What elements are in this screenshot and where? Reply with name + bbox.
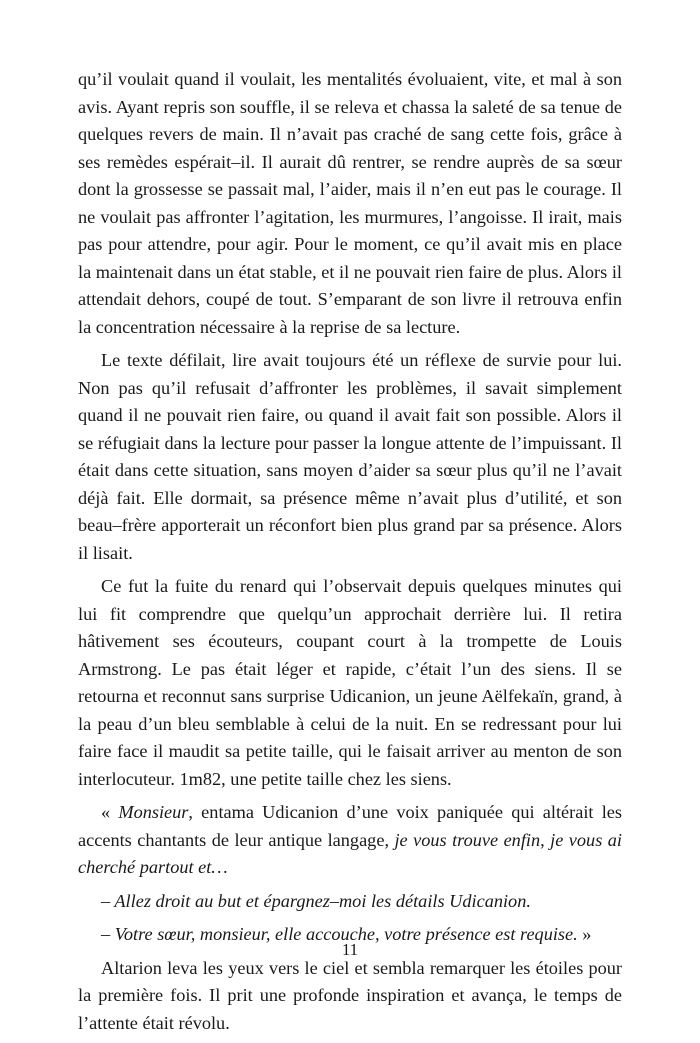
body-text	[78, 66, 622, 1043]
paragraph-1: qu’il voulait quand il voulait, les mentalités évoluaient, vite, et mal à son avis. Ayant repris son souffle, il se releva et chassa la saleté de sa tenue de quelques revers de main. Il n’avait pas craché de sang cette fois, grâce à ses remèdes espérait–il. Il aurait dû rentrer, se rendre auprès de sa sœur dont la grossesse se passait mal, l’aider, mais il n’en eut pas le courage. Il ne voulait pas affronter l’agitation, les murmures, l’angoisse. Il irait, mais pas pour attendre, pour agir. Pour le moment, ce qu’il avait mis en place la maintenait dans un état stable, et il ne pouvait rien faire de plus. Alors il attendait dehors, coupé de tout. S’emparant de son livre il retrouva enfin la concentration nécessaire à la reprise de sa lecture.	[78, 69, 622, 337]
dialogue-2	[78, 888, 622, 916]
paragraph-2: Le texte défilait, lire avait toujours été un réflexe de survie pour lui. Non pas qu’il refusait d’affronter les problèmes, il savait simplement quand il ne pouvait rien faire, ou quand il avait fait son possible. Alors il se réfugiait dans la lecture pour passer la longue attente de l’impuissant. Il était dans cette situation, sans moyen d’aider sa sœur plus qu’il ne l’avait déjà fait. Elle dormait, sa présence même n’avait plus d’utilité, et son beau–frère apporterait un réconfort bien plus grand par sa présence. Alors il lisait.	[78, 350, 622, 563]
paragraph-final: Altarion leva les yeux vers le ciel et sembla remarquer les étoiles pour la première fois. Il prit une profonde inspiration et avança, le temps de l’attente était révolu.	[78, 957, 622, 1033]
dialogue-line-3: – Votre sœur, monsieur, elle accouche, votre présence est requise.	[101, 924, 578, 944]
page-number: 11	[341, 940, 359, 959]
dialogue-italic-1: Monsieur	[118, 802, 189, 822]
paragraph-3: Ce fut la fuite du renard qui l’observait depuis quelques minutes qui lui fit comprendre que quelqu’un approchait derrière lui. Il retira hâtivement ses écouteurs, coupant court à la trompette de Louis Armstrong. Le pas était léger et rapide, c’était l’un des siens. Il se retourna et reconnut sans surprise Udicanion, un jeune Aëlfekaïn, grand, à la peau d’un bleu semblable à celui de la nuit. En se redressant pour lui faire face il maudit sa petite taille, qui le faisait arriver au menton de son interlocuteur. 1m82, une petite taille chez les siens.	[78, 576, 622, 789]
dialogue-italic-2: je vous trouve enfin, je vous ai cherché partout et…	[78, 829, 622, 877]
close-quote: »	[577, 924, 592, 944]
dialogue-1	[78, 799, 622, 882]
open-quote: «	[101, 802, 119, 822]
dialogue-line-2: – Allez droit au but et épargnez–moi les détails Udicanion.	[101, 890, 531, 911]
dialogue-narration: , entama Udicanion d’une voix paniquée qui altérait les accents chantants de leur antique langage,	[78, 802, 622, 850]
